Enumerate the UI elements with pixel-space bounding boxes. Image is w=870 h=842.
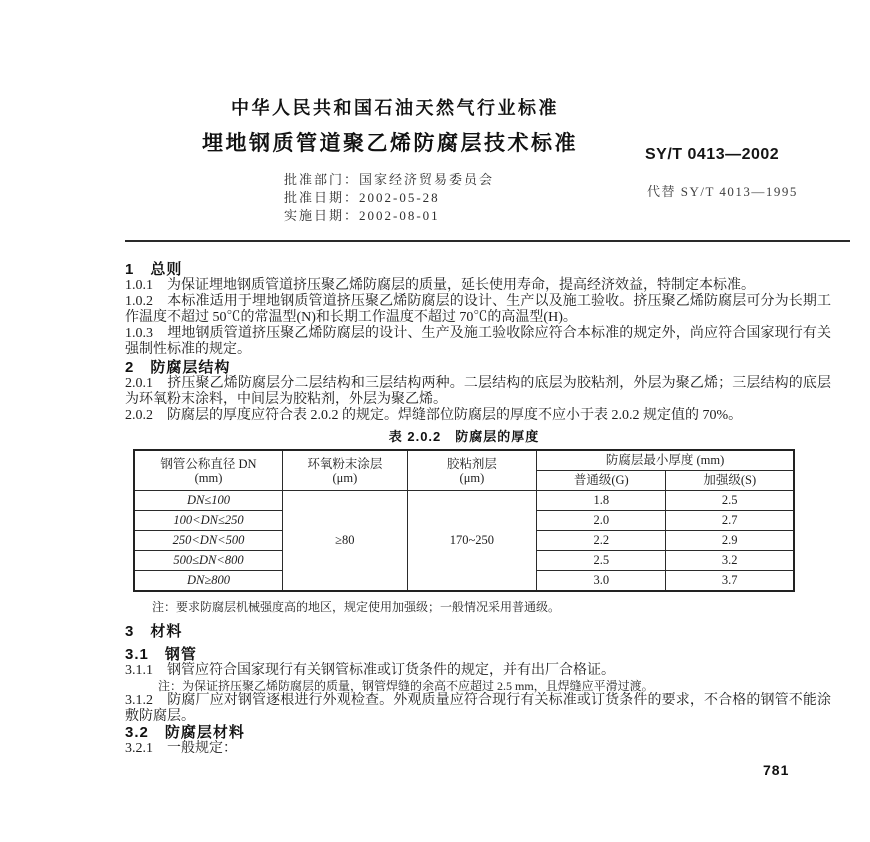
- section-3-2-heading: 3.2 防腐层材料: [125, 724, 245, 741]
- approval-dept-line: 批准部门：国家经济贸易委员会: [284, 172, 495, 187]
- col-header-dn-line1: 钢管公称直径 DN: [160, 456, 257, 471]
- dn-range-cell: DN≥800: [134, 571, 283, 592]
- dn-range-cell: 250<DN<500: [134, 531, 283, 551]
- header-divider: [125, 240, 850, 242]
- col-header-dn-line2: (mm): [194, 470, 223, 485]
- clause-3-2-1: 3.2.1 一般规定：: [125, 741, 237, 756]
- document-body: [125, 254, 831, 757]
- table-row: [134, 491, 794, 511]
- page-number: 781: [763, 762, 790, 778]
- clause-1-0-1: 1.0.1 为保证埋地钢质管道挤压聚乙烯防腐层的质量，延长使用寿命，提高经济效益，特制定本标准。: [125, 278, 755, 293]
- col-header-min-thickness: 防腐层最小厚度 (mm): [537, 450, 794, 471]
- grade-g-cell: 2.0: [537, 511, 666, 531]
- epoxy-value-cell: ≥80: [283, 491, 408, 592]
- table-caption: 表 2.0.2 防腐层的厚度: [388, 429, 540, 444]
- approval-date-line: 批准日期：2002-05-28: [284, 190, 440, 205]
- grade-g-cell: 2.2: [537, 531, 666, 551]
- replaces-note: 代替 SY/T 4013—1995: [647, 184, 798, 199]
- col-header-grade-g: 普通级(G): [537, 471, 666, 491]
- col-header-adhesive: [407, 450, 536, 491]
- clause-2-0-2: 2.0.2 防腐层的厚度应符合表 2.0.2 的规定。焊缝部位防腐层的厚度不应小于表 2.0.2 规定值的 70%。: [125, 408, 743, 423]
- clause-1-0-2: 1.0.2 本标准适用于埋地钢质管道挤压聚乙烯防腐层的设计、生产以及施工验收。挤压聚乙烯防腐层可分为长期工作温度不超过 50℃的常温型(N)和长期工作温度不超过 70℃的高温型(H)。: [125, 294, 831, 325]
- grade-s-cell: 2.9: [666, 531, 794, 551]
- clause-2-0-1: 2.0.1 挤压聚乙烯防腐层分二层结构和三层结构两种。二层结构的底层为胶粘剂，外层为聚乙烯；三层结构的底层为环氧粉末涂料，中间层为胶粘剂，外层为聚乙烯。: [125, 376, 831, 407]
- adhesive-value-cell: 170~250: [407, 491, 536, 592]
- grade-g-cell: 2.5: [537, 551, 666, 571]
- standard-number: SY/T 0413—2002: [645, 146, 780, 163]
- section-1-heading: 1 总则: [125, 261, 183, 278]
- clause-3-1-1-note: 注：为保证挤压聚乙烯防腐层的质量，钢管焊缝的余高不应超过 2.5 mm，且焊缝应平滑过渡。: [158, 679, 654, 693]
- grade-s-cell: 2.5: [666, 491, 794, 511]
- grade-s-cell: 3.2: [666, 551, 794, 571]
- grade-s-cell: 3.7: [666, 571, 794, 592]
- industry-standard-title: 中华人民共和国石油天然气行业标准: [231, 98, 559, 118]
- col-header-dn: [134, 450, 283, 491]
- clause-3-1-1: 3.1.1 钢管应符合国家现行有关钢管标准或订货条件的规定，并有出厂合格证。: [125, 663, 615, 678]
- dn-range-cell: DN≤100: [134, 491, 283, 511]
- clause-1-0-3: 1.0.3 埋地钢质管道挤压聚乙烯防腐层的设计、生产及施工验收除应符合本标准的规定外，尚应符合国家现行有关强制性标准的规定。: [125, 326, 831, 357]
- section-3-1-heading: 3.1 钢管: [125, 646, 197, 663]
- section-2-heading: 2 防腐层结构: [125, 359, 231, 376]
- dn-range-cell: 100<DN≤250: [134, 511, 283, 531]
- grade-g-cell: 1.8: [537, 491, 666, 511]
- col-header-epoxy: [283, 450, 408, 491]
- table-note: 注：要求防腐层机械强度高的地区，规定使用加强级；一般情况采用普通级。: [152, 600, 561, 614]
- col-header-adhesive-line1: 胶粘剂层: [446, 456, 497, 471]
- col-header-epoxy-line2: (μm): [332, 470, 358, 485]
- col-header-grade-s: 加强级(S): [666, 471, 794, 491]
- grade-g-cell: 3.0: [537, 571, 666, 592]
- section-3-heading: 3 材料: [125, 623, 183, 640]
- document-title: 埋地钢质管道聚乙烯防腐层技术标准: [202, 132, 578, 155]
- grade-s-cell: 2.7: [666, 511, 794, 531]
- table-header-row-1: [134, 450, 794, 471]
- thickness-table: [133, 449, 795, 592]
- clause-3-1-2: 3.1.2 防腐厂应对钢管逐根进行外观检查。外观质量应符合现行有关标准或订货条件的要求，不合格的钢管不能涂敷防腐层。: [125, 693, 831, 724]
- approval-info: [284, 171, 494, 225]
- dn-range-cell: 500≤DN<800: [134, 551, 283, 571]
- col-header-adhesive-line2: (μm): [459, 470, 485, 485]
- col-header-epoxy-line1: 环氧粉末涂层: [307, 456, 383, 471]
- implementation-date-line: 实施日期：2002-08-01: [284, 208, 440, 223]
